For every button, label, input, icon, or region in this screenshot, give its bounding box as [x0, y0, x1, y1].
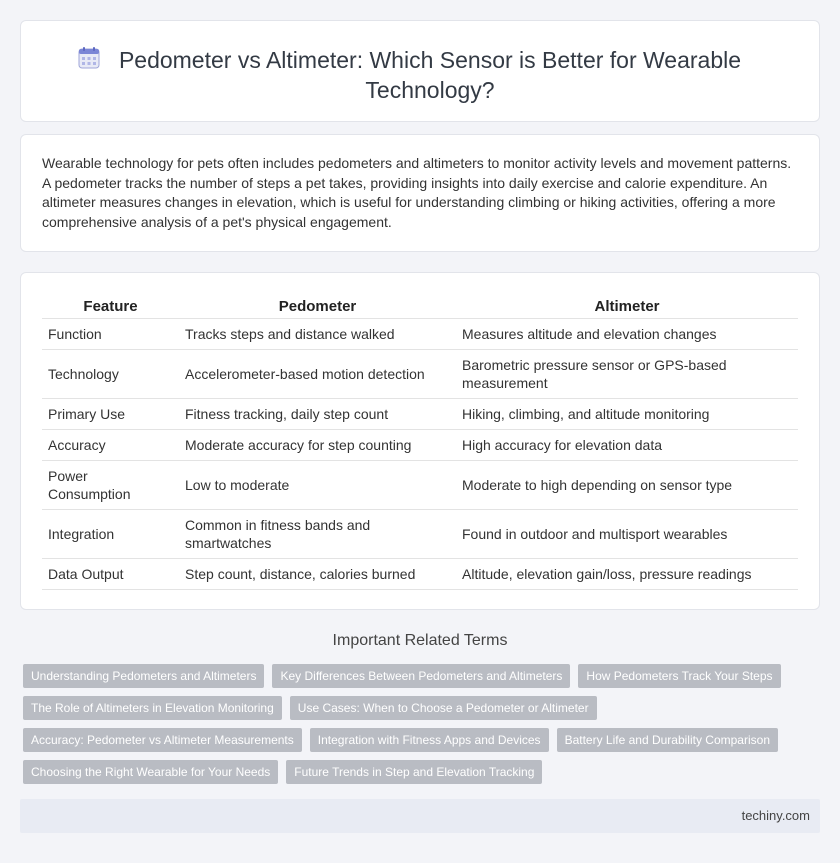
header-feature: Feature	[83, 298, 138, 316]
comparison-card	[20, 272, 820, 610]
related-terms-title: Important Related Terms	[332, 632, 508, 649]
table-row	[42, 318, 798, 349]
cell-feature: Integration	[42, 509, 179, 558]
footer	[20, 799, 820, 833]
intro-card	[20, 134, 820, 252]
table-row	[42, 460, 798, 509]
cell-pedometer: Step count, distance, calories burned	[179, 558, 456, 589]
cell-feature: Primary Use	[42, 398, 179, 429]
table-row	[42, 349, 798, 398]
tag-link[interactable]: Integration with Fitness Apps and Devices	[310, 728, 549, 752]
tag-link[interactable]: Battery Life and Durability Comparison	[557, 728, 778, 752]
cell-pedometer: Low to moderate	[179, 460, 456, 509]
header-pedometer: Pedometer	[278, 298, 357, 316]
page-title	[81, 45, 779, 105]
intro-paragraph: Wearable technology for pets often includes pedometers and altimeters to monitor activity levels and movement patterns. A pedometer tracks the number of steps a pet takes, providing insights into daily exercise and calorie expenditure. An altimeter measures changes in elevation, which is useful for understanding climbing or hiking activities, offering a more comprehensive analysis of a pet's physical engagement.	[42, 155, 792, 230]
cell-altimeter: Moderate to high depending on sensor type	[456, 460, 798, 509]
tag-link[interactable]: Understanding Pedometers and Altimeters	[23, 664, 264, 688]
table-row	[42, 558, 798, 589]
tag-link[interactable]: How Pedometers Track Your Steps	[578, 664, 780, 688]
header-altimeter: Altimeter	[594, 298, 660, 316]
tag-link[interactable]: Choosing the Right Wearable for Your Needs	[23, 760, 278, 784]
tag-link[interactable]: Key Differences Between Pedometers and Altimeters	[272, 664, 570, 688]
cell-pedometer: Common in fitness bands and smartwatches	[179, 509, 456, 558]
cell-altimeter: Found in outdoor and multisport wearables	[456, 509, 798, 558]
cell-feature: Power Consumption	[42, 460, 179, 509]
page-title-line1: Pedometer vs Altimeter: Which Sensor is Better for Wearable	[118, 47, 742, 73]
footer-site[interactable]: techiny.com	[741, 808, 810, 823]
comparison-table	[42, 295, 798, 590]
related-terms-tags	[23, 664, 823, 792]
cell-altimeter: Altitude, elevation gain/loss, pressure readings	[456, 558, 798, 589]
cell-altimeter: Measures altitude and elevation changes	[456, 318, 798, 349]
tag-link[interactable]: Future Trends in Step and Elevation Tracking	[286, 760, 542, 784]
cell-altimeter: High accuracy for elevation data	[456, 429, 798, 460]
table-header-row	[42, 295, 798, 318]
table-row	[42, 398, 798, 429]
cell-altimeter: Hiking, climbing, and altitude monitoring	[456, 398, 798, 429]
cell-pedometer: Accelerometer-based motion detection	[179, 349, 456, 398]
table-row	[42, 509, 798, 558]
cell-pedometer: Tracks steps and distance walked	[179, 318, 456, 349]
cell-feature: Function	[42, 318, 179, 349]
cell-feature: Accuracy	[42, 429, 179, 460]
page-title-line2: Technology?	[365, 77, 495, 103]
tag-link[interactable]: Accuracy: Pedometer vs Altimeter Measurements	[23, 728, 302, 752]
table-row	[42, 429, 798, 460]
cell-pedometer: Fitness tracking, daily step count	[179, 398, 456, 429]
cell-feature: Data Output	[42, 558, 179, 589]
tag-link[interactable]: Use Cases: When to Choose a Pedometer or Altimeter	[290, 696, 597, 720]
cell-altimeter: Barometric pressure sensor or GPS-based measurement	[456, 349, 798, 398]
title-card	[20, 20, 820, 122]
tag-link[interactable]: The Role of Altimeters in Elevation Monitoring	[23, 696, 282, 720]
cell-feature: Technology	[42, 349, 179, 398]
cell-pedometer: Moderate accuracy for step counting	[179, 429, 456, 460]
